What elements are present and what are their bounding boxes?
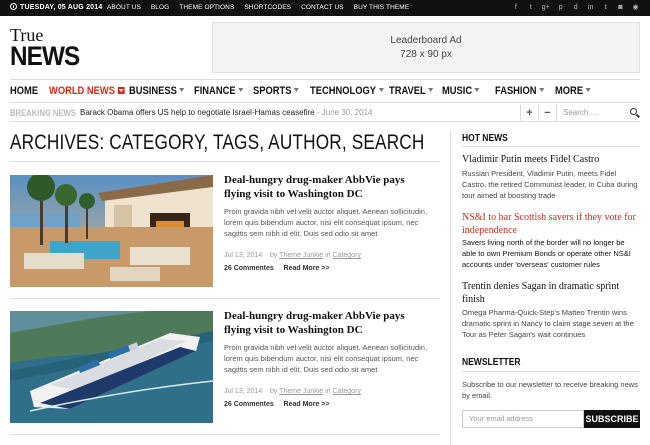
chevron-down-icon (428, 88, 433, 92)
post-date: Jul 13, 2014 (224, 252, 263, 259)
breaking-news-headline[interactable]: Barack Obama offers US help to negotiate Israel-Hamas ceasefire - June 30, 2014 (80, 108, 373, 117)
divider (10, 298, 440, 299)
hot-news-heading: HOT NEWS (462, 133, 508, 144)
newsletter-heading: NEWSLETTER (462, 357, 521, 368)
post-author-link[interactable]: Theme Junkie (279, 388, 324, 395)
chevron-down-icon (379, 88, 384, 92)
search-input[interactable]: Search ... (556, 104, 640, 122)
email-field[interactable]: Your email address (462, 410, 584, 428)
post-date: Jul 13, 2014 (224, 388, 263, 395)
chevron-down-icon (238, 88, 243, 92)
post-footer (224, 401, 329, 408)
chevron-down-icon (118, 87, 125, 94)
nav-item-fashion[interactable]: FASHION (495, 80, 544, 102)
dribbble-icon[interactable]: d (573, 4, 578, 11)
ad-size: 728 x 90 px (400, 49, 452, 60)
nav-item-technology[interactable]: TECHNOLOGY (310, 80, 384, 102)
page-title: ARCHIVES: CATEGORY, TAGS, AUTHOR, SEARCH (10, 131, 425, 154)
hot-news-title[interactable]: NS&I to bar Scottish savers if they vote for independence (462, 212, 636, 236)
divider (10, 161, 440, 162)
google-plus-icon[interactable]: g+ (541, 4, 550, 11)
post-meta: Jul 13, 2014 by Theme Junkie in Category (224, 252, 361, 259)
post-comments-link[interactable]: 26 Commentes (224, 265, 274, 272)
read-more-link[interactable]: Read More >> (283, 265, 330, 272)
post-title[interactable]: Deal-hungry drug-maker AbbVie pays flying visit to Washington DC (224, 310, 405, 336)
instagram-icon[interactable]: ◙ (618, 4, 623, 11)
leaderboard-ad[interactable] (212, 22, 640, 73)
top-menu-about-us[interactable]: ABOUT US (107, 4, 141, 11)
chevron-down-icon (179, 88, 184, 92)
nav-item-more[interactable]: MORE (555, 80, 591, 102)
logo-line-1: True (10, 25, 44, 45)
top-menu-buy-this-theme[interactable]: BUY THIS THEME (353, 4, 410, 11)
chevron-down-icon (539, 88, 544, 92)
nav-item-business[interactable]: BUSINESS (129, 80, 184, 102)
divider (462, 371, 640, 372)
hot-news-text: Savers living north of the border will no longer be able to own Premium Bonds or operate other NS&I accounts under 'overseas' customer rules (462, 238, 631, 269)
post-thumbnail-ship[interactable] (10, 311, 213, 423)
site-logo[interactable] (10, 27, 87, 69)
top-menu (107, 0, 417, 16)
ticker-prev-button[interactable]: − (538, 104, 556, 122)
rss-icon[interactable]: ◉ (632, 4, 639, 11)
tumblr-icon[interactable]: t (604, 4, 607, 11)
breaking-news-date: - June 30, 2014 (314, 108, 373, 117)
newsletter-text: Subscribe to our newsletter to receive breaking news by email. (462, 380, 638, 400)
cruise-ship-image (10, 311, 213, 423)
divider (462, 146, 640, 147)
post-excerpt: Proin gravida nibh vel velit auctor aliquet. Aenean sollicitudin, lorem quis bibendum auctor, nisi elit consequat ipsum, nec sagittis sem nibh id elit. Duis sed odio sit amet (224, 343, 428, 374)
post-title[interactable]: Deal-hungry drug-maker AbbVie pays flying visit to Washington DC (224, 174, 405, 200)
current-date: TUESDAY, 05 AUG 2014 (10, 0, 102, 16)
hot-news-title[interactable]: Vladimir Putin meets Fidel Castro (462, 154, 600, 165)
search-icon[interactable] (630, 108, 637, 115)
subscribe-button[interactable]: SUBSCRIBE (584, 410, 640, 428)
post-category-link[interactable]: Category (332, 388, 361, 395)
linkedin-icon[interactable]: in (587, 4, 594, 11)
nav-item-travel[interactable]: TRAVEL (389, 80, 433, 102)
nav-item-sports[interactable]: SPORTS (253, 80, 299, 102)
hot-news-text: Russian President, Vladimir Putin, meets Fidel Castro, the retired Communist leader, in Cuba during tour aimed at boosting trade (462, 169, 638, 200)
nav-item-world-news[interactable]: WORLD NEWS (49, 80, 124, 102)
post-excerpt: Proin gravida nibh vel velit auctor aliquet. Aenean sollicitudin, lorem quis bibendum auctor, nisi elit consequat ipsum, nec sagittis sem nibh id elit. Duis sed odio sit amet (224, 207, 428, 238)
villa-image (10, 175, 213, 287)
ad-title: Leaderboard Ad (390, 35, 462, 46)
post-thumbnail-villa[interactable] (10, 175, 213, 287)
social-icons (509, 0, 642, 16)
nav-item-finance[interactable]: FINANCE (194, 80, 243, 102)
chevron-down-icon (586, 88, 591, 92)
post-footer (224, 265, 329, 272)
sidebar-divider (450, 130, 451, 445)
hot-news-title[interactable]: Trentin denies Sagan in dramatic sprint finish (462, 281, 620, 305)
logo-line-2: NEWS (10, 41, 80, 71)
breaking-news-label: BREAKING NEWS (10, 108, 76, 118)
pinterest-icon[interactable]: p (558, 4, 563, 11)
ticker-next-button[interactable]: + (520, 104, 538, 122)
hot-news-text: Omega Pharma-Quick-Step's Matteo Trentin wins dramatic sprint in Nancy to claim stage seven at the Tour as Peter Sagan's wait continues (462, 308, 634, 339)
facebook-icon[interactable]: f (514, 4, 517, 11)
breaking-news-bar (10, 104, 640, 122)
post-author-link[interactable]: Theme Junkie (279, 252, 324, 259)
post-meta: Jul 13, 2014 by Theme Junkie in Category (224, 388, 361, 395)
divider (10, 434, 440, 435)
nav-item-music[interactable]: MUSIC (442, 80, 480, 102)
chevron-down-icon (475, 88, 480, 92)
clock-icon (10, 3, 17, 10)
top-menu-shortcodes[interactable]: SHORTCODES (244, 4, 292, 11)
post-category-link[interactable]: Category (332, 252, 361, 259)
nav-item-home[interactable]: HOME (10, 85, 39, 97)
main-nav (10, 79, 640, 103)
top-menu-contact-us[interactable]: CONTACT US (301, 4, 344, 11)
read-more-link[interactable]: Read More >> (283, 401, 330, 408)
top-menu-theme-options[interactable]: THEME OPTIONS (179, 4, 235, 11)
chevron-down-icon (294, 88, 299, 92)
twitter-icon[interactable]: t (529, 4, 532, 11)
top-menu-blog[interactable]: BLOG (150, 4, 170, 11)
post-comments-link[interactable]: 26 Commentes (224, 401, 274, 408)
top-bar (0, 0, 650, 16)
